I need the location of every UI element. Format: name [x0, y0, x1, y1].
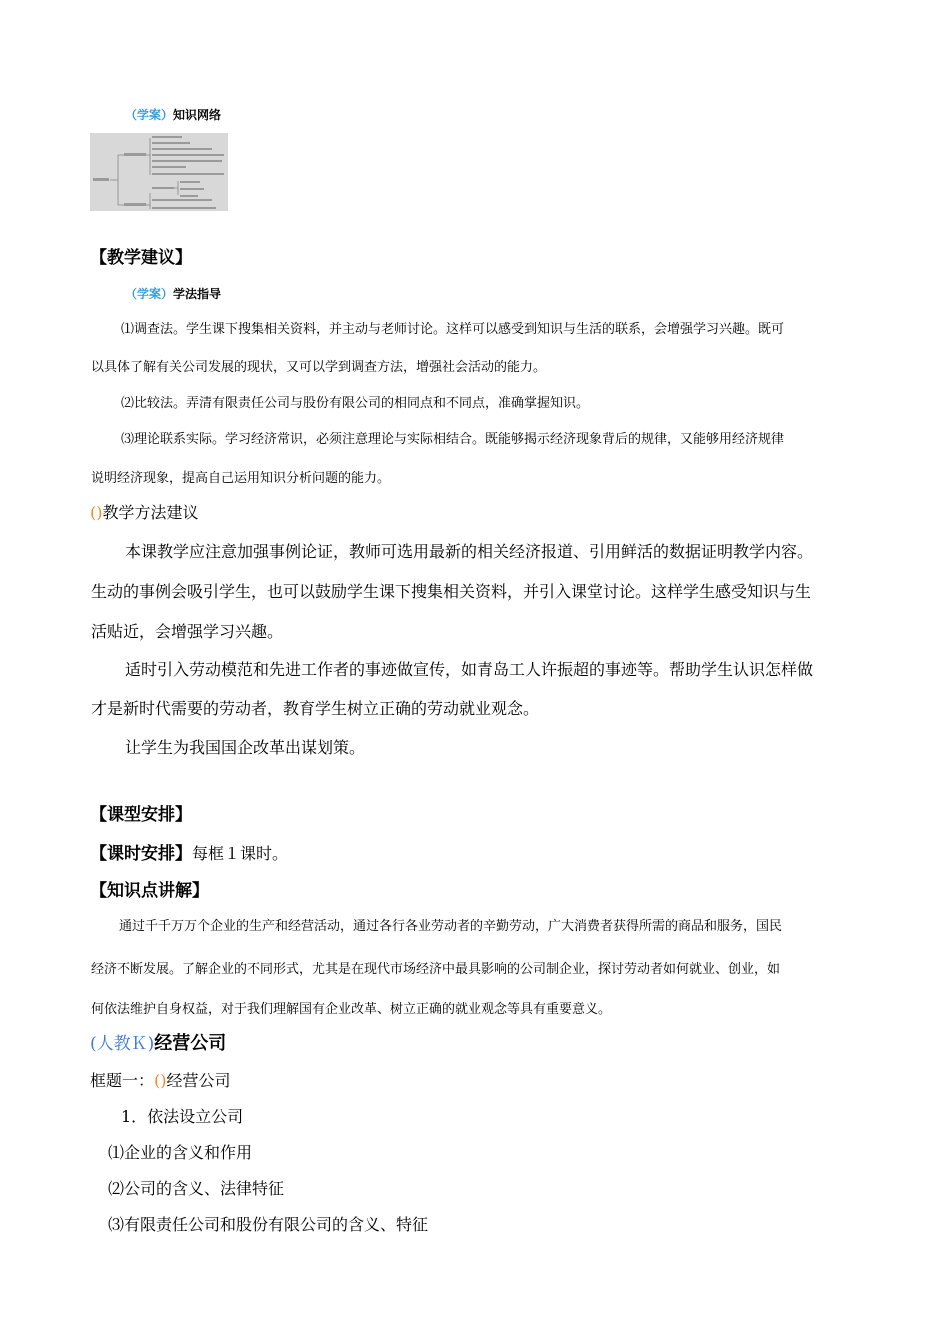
method-guide-label: [125, 283, 221, 302]
outline-item-4: ⑶有限责任公司和股份有限公司的含义、特征: [108, 1215, 429, 1234]
lesson-time-line: [90, 839, 288, 864]
knowledge-network-image: [90, 133, 228, 211]
method-item-2: ⑵比较法。弄清有限责任公司与股份有限公司的相同点和不同点，准确掌握知识。: [121, 396, 590, 411]
section-tag: (人教Ｋ): [90, 1034, 155, 1054]
outline-item-3: ⑵公司的含义、法律特征: [108, 1179, 285, 1198]
section-title-line: [90, 1029, 226, 1055]
knowledge-network-diagram-icon: [90, 133, 228, 211]
network-label: [125, 104, 221, 123]
knowledge-line-2: 经济不断发展。了解企业的不同形式，尤其是在现代市场经济中最具影响的公司制企业，探讨劳动者如何就业、创业，如: [91, 962, 781, 977]
method-tag: （学案）: [125, 287, 174, 301]
method-suggest-title: 教学方法建议: [102, 503, 199, 522]
outline-item-2: ⑴企业的含义和作用: [108, 1143, 253, 1162]
network-title: 知识网络: [173, 108, 222, 122]
section-title: 经营公司: [154, 1033, 227, 1054]
frame-label: 框题一：: [90, 1071, 155, 1090]
knowledge-heading: 【知识点讲解】: [90, 881, 209, 901]
lesson-time-heading: 【课时安排】: [90, 844, 192, 864]
method-item-1-cont: 以具体了解有关公司发展的现状，又可以学到调查方法，增强社会活动的能力。: [91, 360, 547, 375]
frame-orange-paren: (): [154, 1071, 167, 1090]
orange-paren: (): [90, 503, 103, 522]
lesson-time-text: 每框１课时。: [192, 844, 289, 863]
method-title: 学法指导: [173, 287, 222, 301]
advice-paragraph-1-cont-a: 生动的事例会吸引学生，也可以鼓励学生课下搜集相关资料，并引入课堂讨论。这样学生感受知识与生: [91, 582, 812, 601]
knowledge-line-3: 何依法维护自身权益，对于我们理解国有企业改革、树立正确的就业观念等具有重要意义。: [91, 1002, 612, 1017]
frame-title: 经营公司: [166, 1071, 231, 1090]
network-tag: （学案）: [125, 108, 174, 122]
teaching-advice-heading: 【教学建议】: [90, 248, 192, 268]
advice-paragraph-1: 本课教学应注意加强事例论证，教师可选用最新的相关经济报道、引用鲜活的数据证明教学内容。: [125, 542, 814, 561]
frame-title-line: [90, 1068, 231, 1091]
method-item-3-cont: 说明经济现象，提高自己运用知识分析问题的能力。: [91, 471, 391, 486]
method-item-3: ⑶理论联系实际。学习经济常识，必须注意理论与实际相结合。既能够揭示经济现象背后的规律，又能够用经济规律: [121, 432, 785, 447]
outline-item-1: 1．依法设立公司: [121, 1107, 244, 1126]
knowledge-line-1: 通过千千万万个企业的生产和经营活动，通过各行各业劳动者的辛勤劳动，广大消费者获得所需的商品和服务，国民: [119, 919, 783, 934]
advice-paragraph-1-cont-b: 活贴近，会增强学习兴趣。: [91, 622, 284, 641]
advice-paragraph-3: 让学生为我国国企改革出谋划策。: [125, 738, 366, 757]
method-item-1: ⑴调查法。学生课下搜集相关资料，并主动与老师讨论。这样可以感受到知识与生活的联系，会增强学习兴趣。既可: [121, 322, 785, 337]
teaching-method-suggestion-title: [90, 500, 199, 523]
lesson-type-heading: 【课型安排】: [90, 805, 192, 825]
advice-paragraph-2-cont: 才是新时代需要的劳动者，教育学生树立正确的劳动就业观念。: [91, 699, 540, 718]
advice-paragraph-2: 适时引入劳动模范和先进工作者的事迹做宣传，如青岛工人许振超的事迹等。帮助学生认识怎样做: [125, 660, 814, 679]
